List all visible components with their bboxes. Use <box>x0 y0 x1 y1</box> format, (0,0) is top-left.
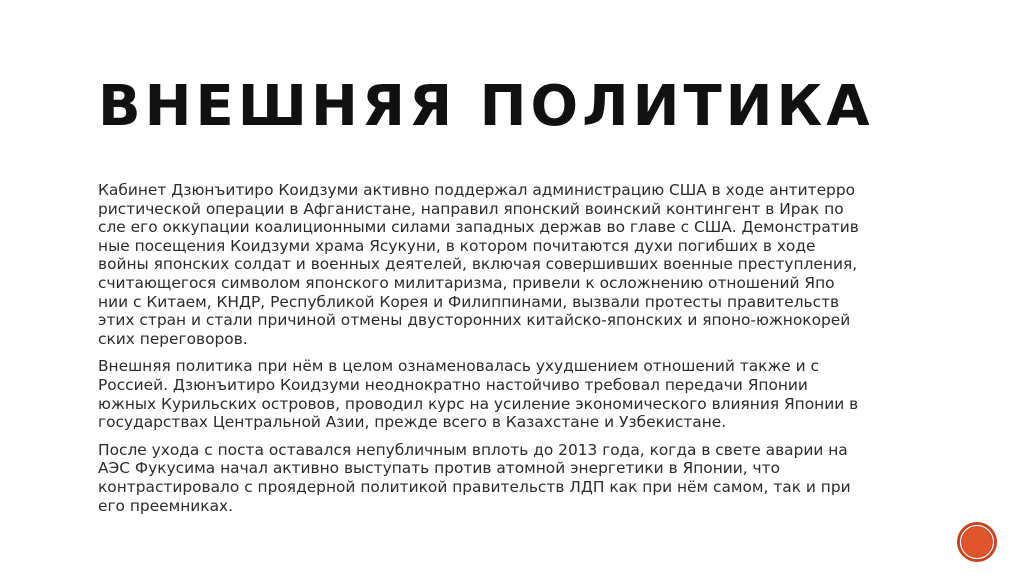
orange-circle-badge-icon <box>956 521 998 563</box>
paragraph-3 <box>98 441 928 515</box>
paragraph-2 <box>98 357 928 431</box>
text-line: считающегося символом японского милитаризма, привели к осложнению отношений Япо <box>98 273 835 292</box>
text-line: После ухода с поста оставался непубличным вплоть до 2013 года, когда в свете аварии на <box>98 440 848 459</box>
slide-body <box>98 181 928 524</box>
text-line: этих стран и стали причиной отмены двусторонних китайско-японских и японо-южнокорей <box>98 311 851 330</box>
text-line: ристической операции в Афганистане, направил японский воинский контингент в Ирак по <box>98 199 844 218</box>
text-line: южных Курильских островов, проводил курс на усиление экономического влияния Японии в <box>98 394 859 413</box>
badge-inner-disc <box>962 527 992 557</box>
text-line: нии с Китаем, КНДР, Республикой Корея и Филиппинами, вызвали протесты правительств <box>98 292 840 311</box>
slide-title: ВНЕШНЯЯ ПОЛИТИКА <box>98 74 874 139</box>
paragraph-1 <box>98 181 928 348</box>
text-line: контрастировало с проядерной политикой правительств ЛДП как при нём самом, так и при <box>98 477 851 496</box>
text-line: Россией. Дзюнъитиро Коидзуми неоднократно настойчиво требовал передачи Японии <box>98 375 808 394</box>
text-line: ные посещения Коидзуми храма Ясукуни, в котором почитаются духи погибших в ходе <box>98 236 816 255</box>
text-line: его преемниках. <box>98 496 234 515</box>
text-line: Кабинет Дзюнъитиро Коидзуми активно поддержал администрацию США в ходе антитерро <box>98 181 856 199</box>
text-line: войны японских солдат и военных деятелей, включая совершивших военные преступления, <box>98 255 858 274</box>
text-line: сле его оккупации коалиционными силами западных держав во главе с США. Демонстратив <box>98 218 859 237</box>
text-line: Внешняя политика при нём в целом ознаменовалась ухудшением отношений также и с <box>98 357 820 376</box>
text-line: АЭС Фукусима начал активно выступать против атомной энергетики в Японии, что <box>98 459 781 478</box>
text-line: государствах Центральной Азии, прежде всего в Казахстане и Узбекистане. <box>98 413 727 432</box>
text-line: ских переговоров. <box>98 329 248 348</box>
